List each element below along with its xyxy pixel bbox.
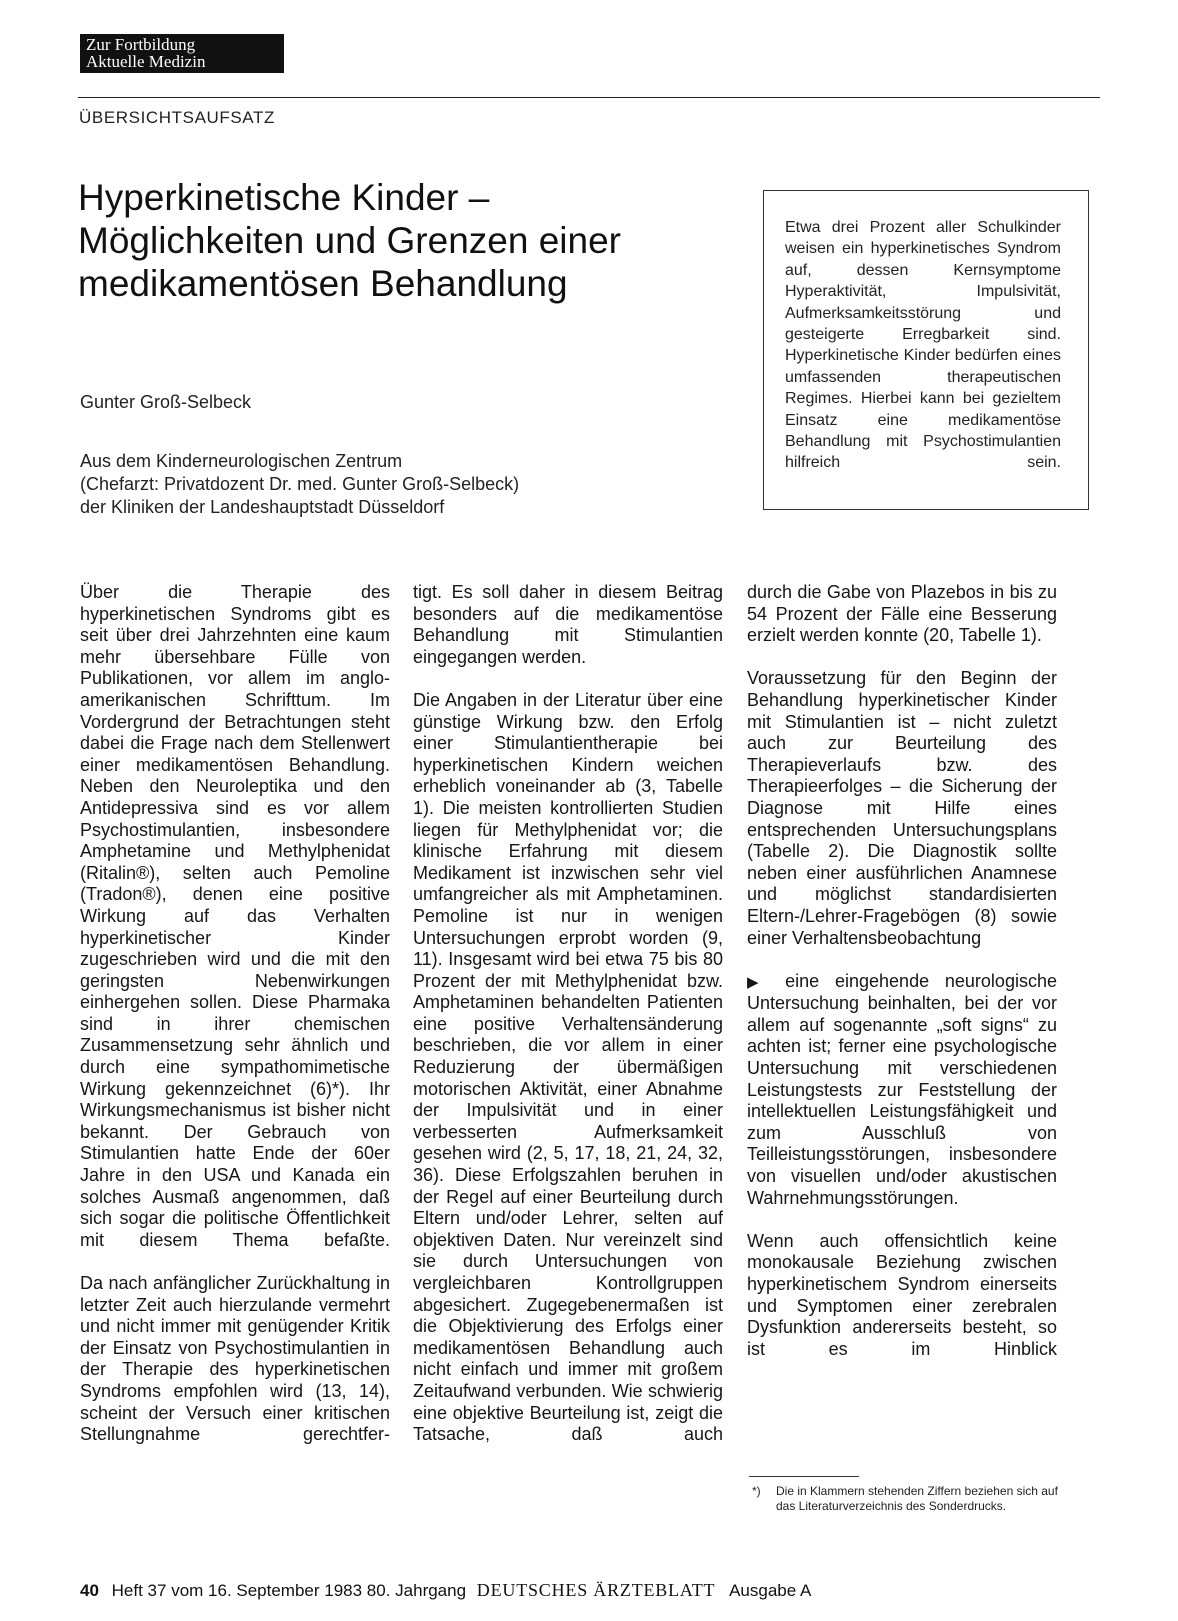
- kicker-line-1: Zur Fortbildung: [86, 35, 196, 54]
- body-paragraph: durch die Gabe von Plazebos in bis zu 54 Prozent der Fälle eine Besserung erzielt werden konnte (20, Tabelle 1).: [747, 582, 1057, 646]
- affiliation-line-1: Aus dem Kinderneurologischen Zentrum: [80, 451, 403, 471]
- kicker-line-2: Aktuelle Medizin: [86, 52, 206, 71]
- footnote-rule: [749, 1476, 859, 1477]
- title-line-1: Hyperkinetische Kinder –: [78, 177, 490, 218]
- bullet-paragraph: [747, 971, 1057, 1210]
- affiliation-line-3: der Kliniken der Landeshauptstadt Düsseldorf: [80, 497, 445, 517]
- body-paragraph: Die Angaben in der Literatur über eine günstige Wirkung bzw. den Erfolg einer Stimulantientherapie bei hyperkinetischen Kindern weichen erheblich voneinander ab (3, Tabelle 1). Die meisten kontrollierten Studien liegen für Methylphenidat vor; die klinische Erfahrung mit diesem Medikament ist inzwischen sehr viel umfangreicher als mit Amphetaminen. Pemoline ist nur in wenigen Untersuchungen erprobt worden (9, 11). Insgesamt wird bei etwa 75 bis 80 Prozent der mit Methylphenidat bzw. Amphetaminen behandelten Patienten eine positive Verhaltensänderung beschrieben, die vor allem in einer Reduzierung der übermäßigen motorischen Aktivität, einer Abnahme der Impulsivität und in einer verbesserten Aufmerksamkeit gesehen wird (2, 5, 17, 18, 21, 24, 32, 36). Diese Erfolgszahlen beruhen in der Regel auf einer Beurteilung durch Eltern und/oder Lehrer, selten auf objektiven Daten. Nur vereinzelt sind sie durch Untersuchungen von vergleichbaren Kontrollgruppen abgesichert. Zugegebenermaßen ist die Objektivierung des Erfolgs einer medikamentösen Behandlung auch nicht einfach und immer mit großem Zeitaufwand verbunden. Wie schwierig eine objektive Beurteilung ist, zeigt die Tatsache, daß auch: [413, 689, 723, 1445]
- article-title: [78, 176, 718, 305]
- body-paragraph: Über die Therapie des hyperkinetischen Syndroms gibt es seit über drei Jahrzehnten eine kaum mehr übersehbare Fülle von Publikationen, vor allem im anglo-amerikanischen Schrifttum. Im Vordergrund der Betrachtungen steht dabei die Frage nach dem Stellenwert einer medikamentösen Behandlung. Neben den Neuroleptika und den Antidepressiva sind es vor allem Psychostimulantien, insbesondere Amphetamine und Methylphenidat (Ritalin®), selten auch Pemoline (Tradon®), denen eine positive Wirkung auf das Verhalten hyperkinetischer Kinder zugeschrieben wird und die mit den geringsten Nebenwirkungen einhergehen sollen. Diese Pharmaka sind in ihrer chemischen Zusammensetzung sehr ähnlich und durch eine sympathomimetische Wirkung gekennzeichnet (6)*). Ihr Wirkungsmechanismus ist bisher nicht bekannt. Der Gebrauch von Stimulantien hatte Ende der 60er Jahre in den USA und Kanada ein solches Ausmaß angenommen, daß sich sogar die politische Öffentlichkeit mit diesem Thema befaßte.: [80, 582, 390, 1250]
- article-type-label: ÜBERSICHTSAUFSATZ: [79, 108, 275, 127]
- bullet-text: eine eingehende neurologische Untersuchung beinhalten, bei der vor allem auf sogenannte „soft signs“ zu achten ist; ferner eine psychologische Untersuchung mit verschiedenen Leistungstests zur Feststellung der intellektuellen Leistungsfähigkeit und zum Ausschluß von Teilleistungsstörungen, insbesondere von visuellen und/oder akustischen Wahrnehmungsstörungen.: [747, 970, 1057, 1208]
- body-column-3: [747, 582, 1057, 1360]
- affiliation-line-2: (Chefarzt: Privatdozent Dr. med. Gunter Groß-Selbeck): [80, 474, 520, 494]
- page-footer: [80, 1580, 811, 1601]
- body-column-2: [413, 582, 723, 1446]
- bullet-arrow-icon: ▶: [747, 973, 770, 991]
- title-line-3: medikamentösen Behandlung: [78, 263, 568, 304]
- body-paragraph: Voraussetzung für den Beginn der Behandlung hyperkinetischer Kinder mit Stimulantien ist – nicht zuletzt auch zur Beurteilung des Therapieverlaufs bzw. des Therapieerfolges – die Sicherung der Diagnose mit Hilfe eines entsprechenden Untersuchungsplans (Tabelle 2). Die Diagnostik sollte neben einer ausführlichen Anamnese und möglichst standardisierten Eltern-/Lehrer-Fragebögen (8) sowie einer Verhaltensbeobachtung: [747, 668, 1057, 948]
- footnote-mark: *): [752, 1484, 761, 1498]
- abstract-box: [763, 190, 1089, 510]
- body-paragraph: tigt. Es soll daher in diesem Beitrag besonders auf die medikamentöse Behandlung mit Stimulantien eingegangen werden.: [413, 582, 723, 667]
- affiliation: [80, 450, 519, 519]
- body-paragraph: Da nach anfänglicher Zurückhaltung in letzter Zeit auch hierzulande vermehrt und nicht immer mit genügender Kritik der Einsatz von Psychostimulantien in der Therapie des hyperkinetischen Syndroms empfohlen wird (13, 14), scheint der Versuch einer kritischen Stellungnahme gerechtfer-: [80, 1273, 390, 1445]
- author-name: Gunter Groß-Selbeck: [80, 392, 252, 412]
- section-kicker: [80, 34, 284, 73]
- abstract-text: Etwa drei Prozent aller Schulkinder weisen ein hyperkinetisches Syndrom auf, dessen Kernsymptome Hyperaktivität, Impulsivität, Aufmerksamkeitsstörung und gesteigerte Erregbarkeit sind. Hyperkinetische Kinder bedürfen eines umfassenden therapeutischen Regimes. Hierbei kann bei gezieltem Einsatz eine medikamentöse Behandlung mit Psychostimulantien hilfreich sein.: [785, 219, 1061, 472]
- body-column-1: [80, 582, 390, 1446]
- header-rule: [78, 97, 1100, 98]
- journal-name: DEUTSCHES ÄRZTEBLATT: [476, 1580, 716, 1600]
- issue-info: Heft 37 vom 16. September 1983 80. Jahrgang: [111, 1581, 467, 1600]
- title-line-2: Möglichkeiten und Grenzen einer: [78, 220, 621, 261]
- footnote: [752, 1484, 1062, 1513]
- page-number: 40: [80, 1581, 99, 1600]
- footnote-text: Die in Klammern stehenden Ziffern beziehen sich auf das Literaturverzeichnis des Sonderdrucks.: [776, 1484, 1058, 1513]
- edition-label: Ausgabe A: [729, 1581, 812, 1600]
- body-paragraph: Wenn auch offensichtlich keine monokausale Beziehung zwischen hyperkinetischem Syndrom einerseits und Symptomen einer zerebralen Dysfunktion andererseits besteht, so ist es im Hinblick: [747, 1230, 1057, 1359]
